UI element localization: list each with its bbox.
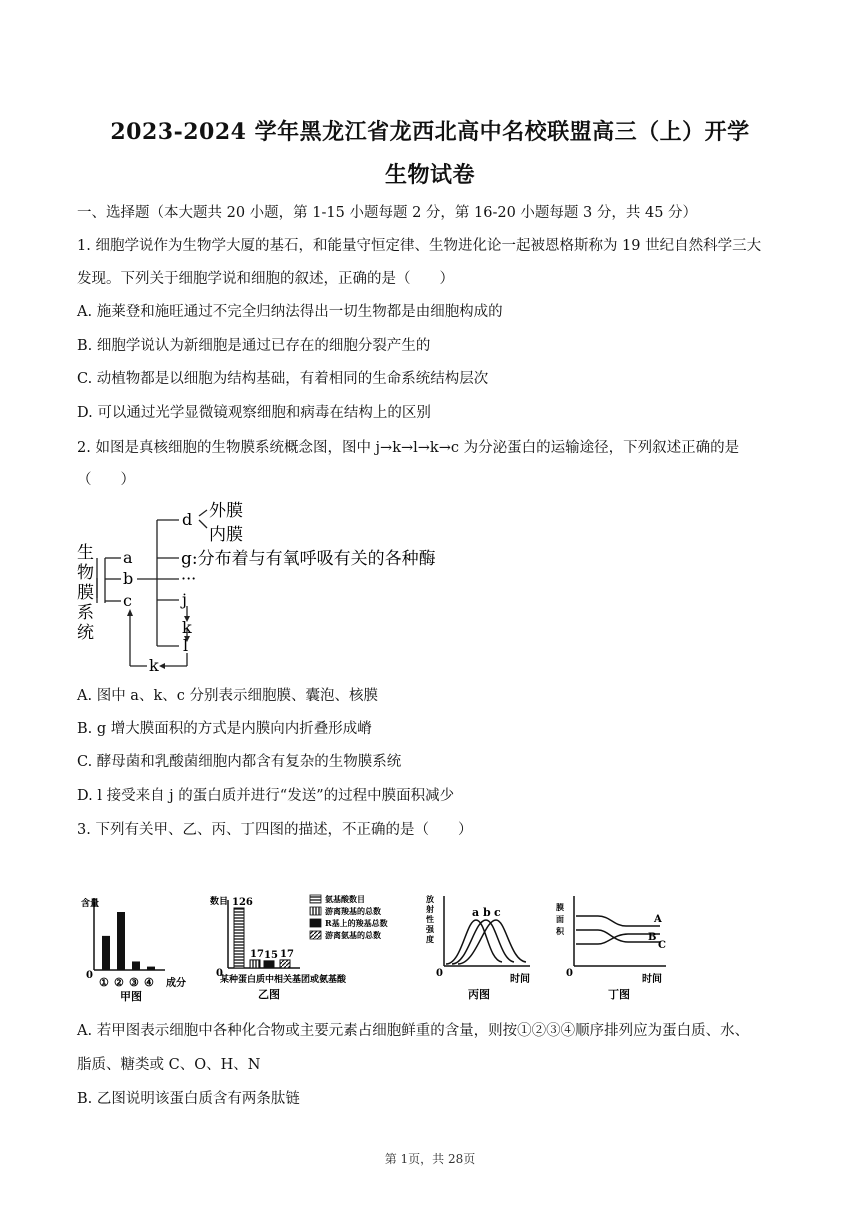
yi-bar (264, 961, 274, 968)
jia-tick-label: ③ (129, 976, 139, 989)
bing-curve-c: c (494, 906, 501, 919)
node-c: c (123, 591, 132, 610)
q2-option-c: C. 酵母菌和乳酸菌细胞内都含有复杂的生物膜系统 (77, 754, 402, 770)
node-l: l (183, 636, 189, 655)
jia-bar (132, 961, 140, 970)
page-subtitle: 生物试卷 (384, 162, 475, 188)
ding-origin: 0 (566, 968, 573, 979)
bing-origin: 0 (436, 968, 443, 979)
ding-ylabel-char: 面 (556, 914, 564, 924)
yi-legend-swatch (310, 919, 321, 927)
node-b: b (123, 569, 134, 588)
yi-data-label: 126 (232, 897, 253, 908)
q1-option-a: A. 施莱登和施旺通过不完全归纳法得出一切生物都是由细胞构成的 (77, 304, 503, 320)
chart-jia (80, 890, 200, 1005)
membrane-system-concept-map (75, 498, 455, 678)
jia-caption: 甲图 (120, 990, 142, 1003)
node-d: d (182, 510, 193, 529)
jia-origin: 0 (86, 970, 93, 981)
node-j: j (182, 590, 187, 609)
q3-option-b: B. 乙图说明该蛋白质含有两条肽链 (77, 1091, 300, 1107)
ding-curve-c: C (658, 940, 666, 951)
q1-option-b: B. 细胞学说认为新细胞是通过已存在的细胞分裂产生的 (77, 338, 431, 354)
jia-bar (147, 967, 155, 970)
page-title: 2023-2024 学年黑龙江省龙西北高中名校联盟高三（上）开学 (110, 119, 750, 145)
q1-stem: 1. 细胞学说作为生物学大厦的基石，和能量守恒定律、生物进化论一起被恩格斯称为 19 世纪自然科学三大 (77, 238, 762, 254)
yi-xlabel: 某种蛋白质中相关基团或氨基酸 (220, 975, 347, 985)
jia-tick-label: ④ (144, 976, 154, 989)
ding-ylabel-char: 膜 (556, 902, 564, 912)
yi-legend-swatch (310, 931, 321, 939)
yi-bar (280, 960, 290, 968)
section-heading: 一、选择题（本大题共 20 小题，第 1-15 小题每题 2 分，第 16-20 小题每题 3 分，共 45 分） (77, 205, 698, 221)
bing-xlabel: 时间 (510, 974, 530, 985)
q2-option-b: B. g 增大膜面积的方式是内膜向内折叠形成嵴 (77, 721, 372, 737)
q3-stem: 3. 下列有关甲、乙、丙、丁四图的描述，不正确的是（ ） (77, 822, 473, 838)
jia-tick-label: ② (114, 976, 124, 989)
node-dots: ··· (181, 569, 197, 588)
bing-curve-a: a (472, 906, 480, 919)
bing-ylabel-char: 射 (426, 904, 434, 914)
yi-caption: 乙图 (258, 988, 280, 1001)
q3-option-a-cont: 脂质、糖类或 C、O、H、N (77, 1057, 261, 1073)
ding-curve-a: A (654, 914, 662, 925)
yi-legend-label: R基上的羧基总数 (325, 918, 388, 928)
root-label-char: 生 (77, 543, 94, 563)
page-footer: 第 1页，共 28页 (384, 1152, 476, 1166)
root-label-char: 膜 (77, 583, 94, 603)
bing-curve-b: b (483, 906, 491, 919)
ding-xlabel: 时间 (642, 974, 662, 985)
yi-legend-label: 游离羧基的总数 (325, 906, 381, 916)
chart-bing (422, 890, 542, 1005)
yi-origin: 0 (216, 968, 223, 979)
root-label-char: 系 (77, 603, 94, 623)
node-k-return: k (149, 656, 159, 675)
jia-ylabel: 含量 (81, 899, 100, 909)
bing-ylabel-char: 放 (426, 894, 434, 904)
node-a: a (123, 548, 133, 567)
jia-bar (102, 936, 110, 970)
yi-data-label: 15 (264, 949, 278, 961)
chart-yi (210, 890, 415, 1005)
yi-legend-swatch (310, 907, 321, 915)
node-outer-membrane: 外膜 (209, 501, 243, 521)
q1-option-d: D. 可以通过光学显微镜观察细胞和病毒在结构上的区别 (77, 405, 431, 421)
root-label-char: 统 (77, 623, 94, 643)
jia-bar (117, 912, 125, 970)
jia-xlabel: 成分 (166, 978, 186, 989)
yi-bar (234, 908, 244, 968)
bing-ylabel-char: 度 (426, 934, 434, 944)
bing-caption: 丙图 (468, 988, 490, 1001)
jia-tick-label: ① (99, 976, 109, 989)
q3-option-a: A. 若甲图表示细胞中各种化合物或主要元素占细胞鲜重的含量，则按①②③④顺序排列应为蛋白质、水、 (77, 1023, 750, 1039)
q2-stem: 2. 如图是真核细胞的生物膜系统概念图，图中 j→k→l→k→c 为分泌蛋白的运输途径，下列叙述正确的是 (77, 440, 740, 456)
root-label-char: 物 (77, 563, 94, 583)
yi-data-label: 17 (280, 948, 294, 960)
q2-option-a: A. 图中 a、k、c 分别表示细胞膜、囊泡、核膜 (77, 688, 378, 704)
q2-option-d: D. l 接受来自 j 的蛋白质并进行“发送”的过程中膜面积减少 (77, 788, 455, 804)
bing-ylabel-char: 强 (426, 924, 434, 934)
node-inner-membrane: 内膜 (209, 525, 243, 545)
yi-legend-swatch (310, 895, 321, 903)
yi-ylabel: 数目 (210, 897, 229, 907)
yi-bar (250, 960, 260, 968)
yi-data-label: 17 (250, 948, 264, 960)
ding-caption: 丁图 (608, 988, 630, 1001)
yi-legend-label: 氨基酸数目 (325, 894, 365, 904)
node-k: k (182, 618, 192, 637)
q2-stem: （ ） (77, 472, 135, 488)
node-g: g:分布着与有氧呼吸有关的各种酶 (181, 549, 436, 569)
q1-option-c: C. 动植物都是以细胞为结构基础，有着相同的生命系统结构层次 (77, 371, 489, 387)
yi-legend-label: 游离氨基的总数 (325, 930, 381, 940)
q1-stem: 发现。下列关于细胞学说和细胞的叙述，正确的是（ ） (77, 271, 454, 287)
chart-ding (548, 890, 688, 1005)
ding-ylabel-char: 积 (556, 926, 564, 936)
bing-ylabel-char: 性 (426, 914, 434, 924)
ding-curve-b: B (648, 932, 657, 943)
